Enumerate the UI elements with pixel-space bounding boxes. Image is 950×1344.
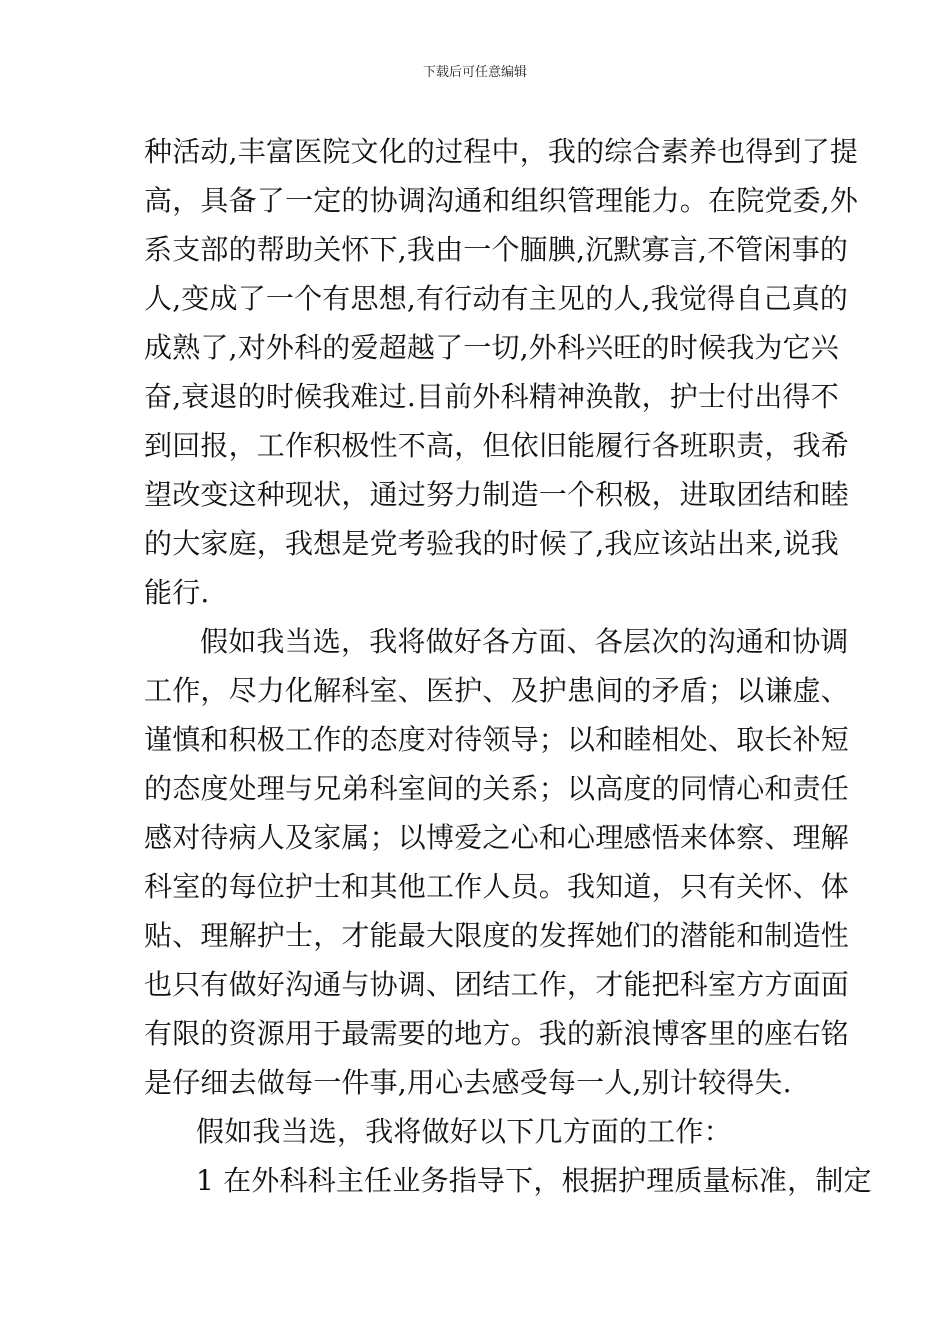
text-line: 也只有做好沟通与协调、团结工作，才能把科室方方面面 — [144, 968, 850, 1001]
text-line: 人,变成了一个有思想,有行动有主见的人,我觉得自己真的 — [144, 282, 849, 315]
document-body — [144, 127, 872, 1205]
text-line: 是仔细去做每一件事,用心去感受每一人,别计较得失. — [144, 1066, 792, 1099]
text-line: 系支部的帮助关怀下,我由一个腼腆,沉默寡言,不管闲事的 — [144, 233, 849, 266]
text-line: 科室的每位护士和其他工作人员。我知道，只有关怀、体 — [144, 870, 850, 903]
text-line: 谨慎和积极工作的态度对待领导；以和睦相处、取长补短 — [144, 723, 850, 756]
text-line: 工作，尽力化解科室、医护、及护患间的矛盾；以谦虚、 — [144, 674, 850, 707]
text-line: 到回报，工作积极性不高，但依旧能履行各班职责，我希 — [144, 429, 850, 462]
text-line: 贴、理解护士，才能最大限度的发挥她们的潜能和制造性 — [144, 919, 850, 952]
text-line: 能行. — [144, 576, 210, 609]
text-line: 高，具备了一定的协调沟通和组织管理能力。在院党委,外 — [144, 184, 859, 217]
list-item-line: 1 在外科科主任业务指导下，根据护理质量标准，制定 — [196, 1164, 872, 1197]
text-line: 的大家庭，我想是党考验我的时候了,我应该站出来,说我 — [144, 527, 840, 560]
text-line: 有限的资源用于最需要的地方。我的新浪博客里的座右铭 — [144, 1017, 850, 1050]
page-header: 下载后可任意编辑 — [422, 65, 527, 80]
text-line: 种活动,丰富医院文化的过程中，我的综合素养也得到了提 — [144, 135, 859, 168]
text-line: 成熟了,对外科的爱超越了一切,外科兴旺的时候我为它兴 — [144, 331, 840, 364]
text-line: 奋,衰退的时候我难过.目前外科精神涣散，护士付出得不 — [144, 380, 840, 413]
text-line: 的态度处理与兄弟科室间的关系；以高度的同情心和责任 — [144, 772, 850, 805]
text-line: 感对待病人及家属；以博爱之心和心理感悟来体察、理解 — [144, 821, 850, 854]
paragraph-start-line: 假如我当选，我将做好各方面、各层次的沟通和协调 — [200, 625, 849, 658]
text-line: 望改变这种现状，通过努力制造一个积极，进取团结和睦 — [144, 478, 850, 511]
paragraph-start-line: 假如我当选，我将做好以下几方面的工作： — [196, 1115, 732, 1148]
